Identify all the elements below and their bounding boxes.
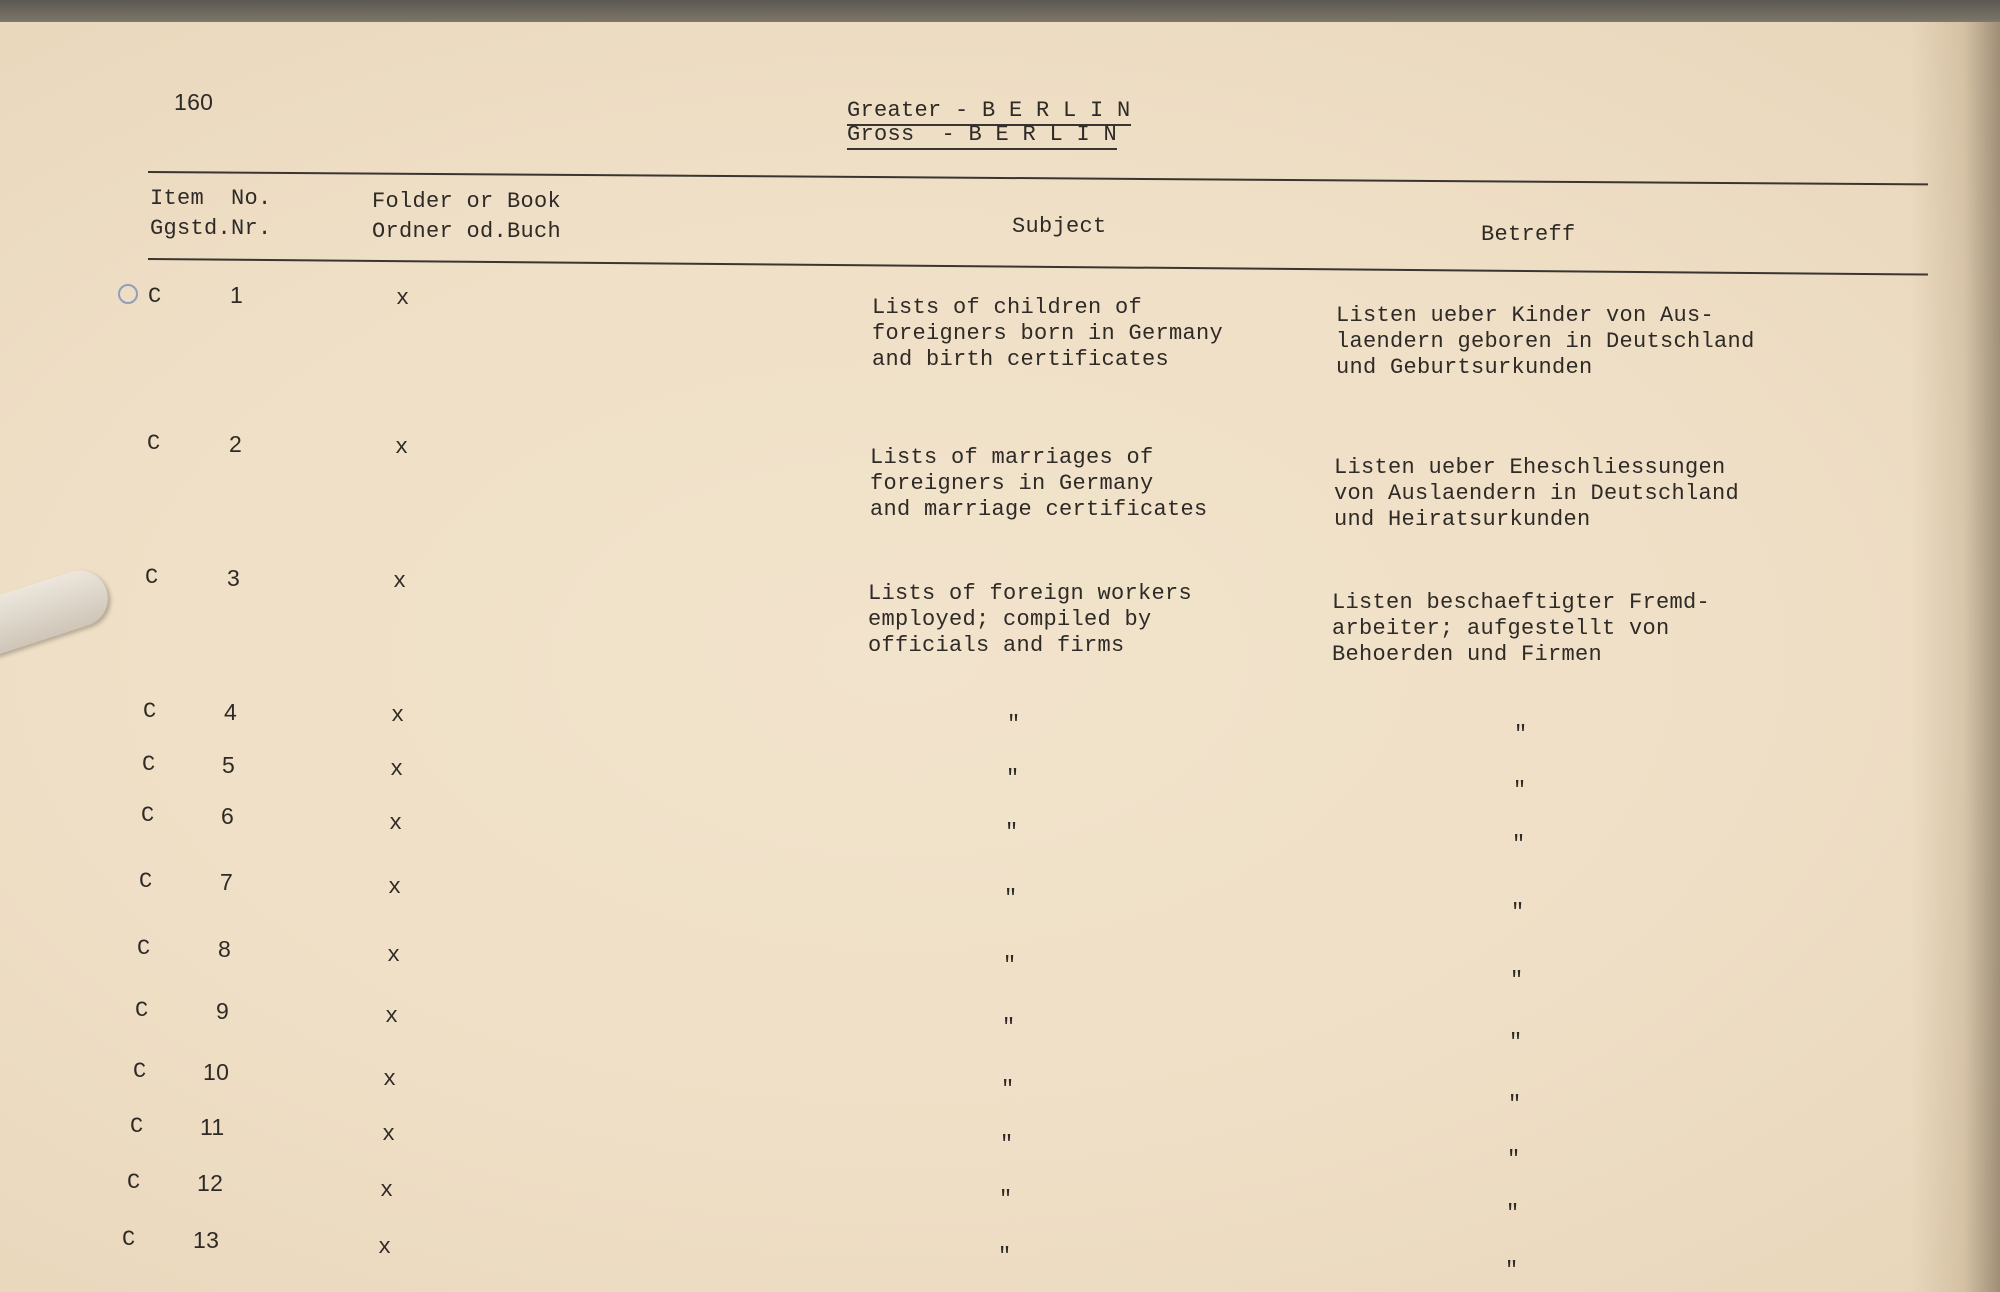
row-folder: x xyxy=(396,286,410,311)
header-betreff: Betreff xyxy=(1481,222,1576,247)
row-subject: " xyxy=(1004,886,1018,911)
row-num: 4 xyxy=(224,699,238,725)
row-num: 1 xyxy=(230,282,244,308)
row-betreff: " xyxy=(1513,778,1527,803)
header-item-line2: Ggstd.Nr. xyxy=(150,216,272,241)
row-letter: C xyxy=(130,1114,144,1139)
header-folder-line1: Folder or Book xyxy=(372,189,562,214)
row-subject: " xyxy=(1002,1015,1016,1040)
row-subject: " xyxy=(1000,1132,1014,1157)
row-subject: Lists of children of foreigners born in Germany and birth certificates xyxy=(872,295,1224,372)
row-folder: x xyxy=(395,435,409,460)
row-subject: " xyxy=(1003,953,1017,978)
row-betreff: " xyxy=(1508,1092,1522,1117)
row-letter: C xyxy=(142,752,156,777)
row-num: 9 xyxy=(216,998,230,1024)
row-subject: " xyxy=(1001,1077,1015,1102)
row-letter: C xyxy=(135,998,149,1023)
row-folder: x xyxy=(387,943,401,968)
row-num: 5 xyxy=(222,752,236,778)
row-betreff: Listen beschaeftigter Fremd- arbeiter; aufgestellt von Behoerden und Firmen xyxy=(1332,590,1711,667)
row-folder: x xyxy=(378,1235,392,1260)
row-subject: Lists of marriages of foreigners in Germany and marriage certificates xyxy=(870,445,1208,522)
row-letter: C xyxy=(122,1227,136,1252)
row-letter: C xyxy=(145,565,159,590)
row-folder: x xyxy=(385,1004,399,1029)
row-betreff: " xyxy=(1514,722,1528,747)
row-letter: C xyxy=(141,803,155,828)
row-folder: x xyxy=(383,1067,397,1092)
row-letter: C xyxy=(148,284,162,309)
row-folder: x xyxy=(380,1178,394,1203)
row-letter: C xyxy=(133,1059,147,1084)
row-letter: C xyxy=(139,869,153,894)
row-letter: C xyxy=(147,431,161,456)
row-betreff: " xyxy=(1509,1030,1523,1055)
row-betreff: " xyxy=(1510,968,1524,993)
row-num: 6 xyxy=(221,803,235,829)
row-letter: C xyxy=(127,1170,141,1195)
header-item-line1: Item No. xyxy=(150,186,272,211)
header-folder-line2: Ordner od.Buch xyxy=(372,219,562,244)
row-subject: " xyxy=(1005,820,1019,845)
row-subject: " xyxy=(999,1187,1013,1212)
pencil-circle-mark xyxy=(118,284,138,304)
row-num: 11 xyxy=(200,1114,225,1140)
row-num: 7 xyxy=(220,869,234,895)
row-subject: " xyxy=(1006,766,1020,791)
row-subject: Lists of foreign workers employed; compiled by officials and firms xyxy=(868,581,1193,658)
row-letter: C xyxy=(137,936,151,961)
page-edge-shadow xyxy=(1910,22,2000,1292)
row-betreff: " xyxy=(1505,1258,1519,1283)
row-folder: x xyxy=(391,703,405,728)
title-line-1: Greater - B E R L I N xyxy=(847,98,1131,126)
row-num: 13 xyxy=(193,1227,220,1253)
row-num: 2 xyxy=(229,431,243,457)
page-number: 160 xyxy=(174,89,214,115)
row-betreff: " xyxy=(1507,1147,1521,1172)
row-folder: x xyxy=(388,875,402,900)
row-num: 10 xyxy=(203,1059,230,1085)
row-folder: x xyxy=(390,757,404,782)
row-num: 8 xyxy=(218,936,232,962)
row-subject: " xyxy=(998,1244,1012,1269)
row-folder: x xyxy=(393,569,407,594)
row-betreff: " xyxy=(1511,900,1525,925)
row-letter: C xyxy=(143,699,157,724)
row-betreff: Listen ueber Kinder von Aus- laendern geboren in Deutschland und Geburtsurkunden xyxy=(1336,303,1755,380)
row-num: 3 xyxy=(227,565,241,591)
row-betreff: " xyxy=(1512,832,1526,857)
row-num: 12 xyxy=(197,1170,224,1196)
row-betreff: " xyxy=(1506,1201,1520,1226)
title-line-2: Gross - B E R L I N xyxy=(847,122,1117,150)
row-folder: x xyxy=(389,811,403,836)
title-gross-berlin xyxy=(847,121,1117,149)
row-betreff: Listen ueber Eheschliessungen von Auslaendern in Deutschland und Heiratsurkunden xyxy=(1334,455,1740,532)
row-folder: x xyxy=(382,1122,396,1147)
row-subject: " xyxy=(1007,712,1021,737)
header-subject: Subject xyxy=(1012,214,1107,239)
